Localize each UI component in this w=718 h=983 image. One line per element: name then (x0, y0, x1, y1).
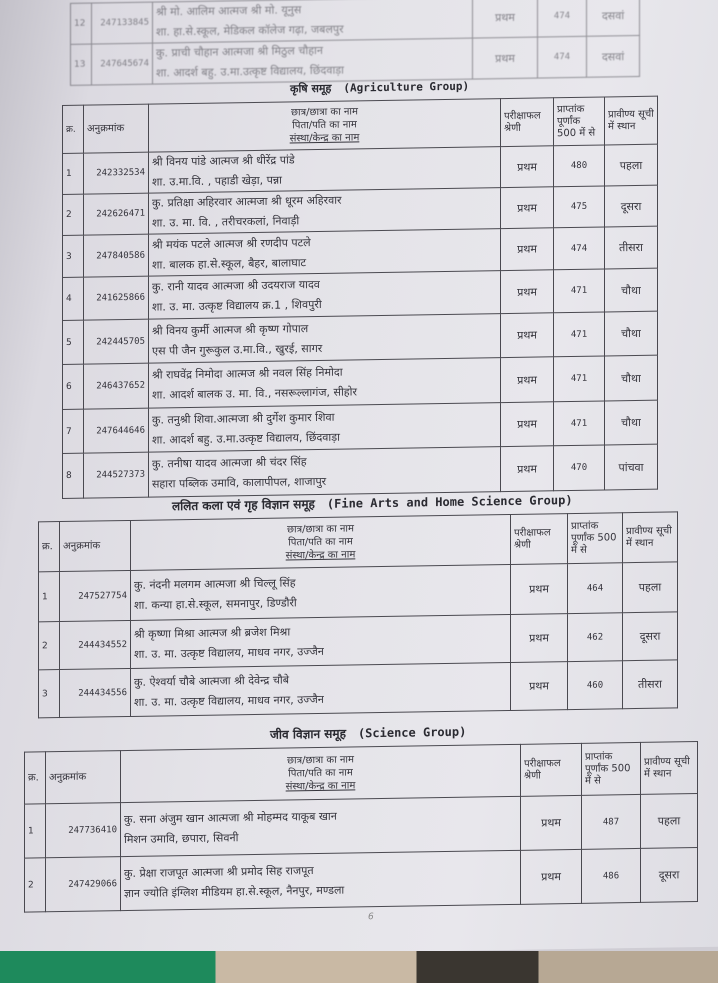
student-name: कु. ऐश्वर्या चौबे आत्मजा श्री देवेन्द्र चौबे (134, 672, 290, 689)
marks: 475 (554, 186, 605, 228)
marks: 471 (554, 356, 605, 402)
student-info (131, 662, 511, 716)
student-info (149, 147, 501, 194)
marks: 464 (568, 563, 623, 614)
school-name: मिशन उमावि, छपारा, सिवनी (124, 830, 239, 846)
student-info (149, 314, 501, 364)
marks: 474 (538, 0, 587, 37)
page-number: 6 (368, 912, 374, 923)
school-name: शा. आदर्श बालक उ. मा. वि., नसरूल्लागंज, सीहोर (152, 385, 357, 402)
division: प्रथम (501, 270, 554, 314)
header-name-line2: पिता/पति का नाम (288, 767, 353, 780)
division: प्रथम (473, 37, 538, 79)
serial-number: 4 (63, 277, 84, 320)
table-row (71, 35, 640, 85)
serial-number: 2 (25, 858, 46, 912)
student-name: श्री मो. आलिम आत्मज श्री मो. यूनुस (156, 3, 302, 19)
group-title-hindi: कृषि समूह (290, 81, 332, 96)
serial-number: 1 (63, 153, 84, 194)
student-name: कु. नंदनी मलगम आत्मजा श्री चिल्लू सिंह (134, 575, 296, 592)
header-serial: क्र. (63, 105, 84, 153)
school-name: ज्ञान ज्योति इंग्लिश मीडियम हा.से.स्कूल, नैनपुर, मण्डला (124, 883, 345, 900)
marks: 462 (568, 613, 623, 662)
student-name: कु. सना अंजुम खान आत्मजा श्री मोहम्मद याकूब खान (124, 809, 337, 826)
rank: दूसरा (623, 612, 678, 661)
roll-number: 247645674 (92, 43, 153, 85)
previous-table (70, 0, 640, 86)
roll-number: 242626471 (84, 193, 149, 235)
header-marks: प्राप्तांक पूर्णांक 500 में से (582, 742, 641, 795)
rank: चौथा (605, 400, 658, 445)
student-name: श्री मयंक पटले आत्मज श्री रणदीप पटले (152, 235, 311, 252)
rank: पांचवा (605, 444, 658, 490)
header-rank: प्रावीण्य सूची में स्थान (623, 512, 678, 563)
roll-number: 247644646 (84, 408, 149, 453)
student-name: कु. प्रतिक्षा अहिरवार आत्मजा श्री धूरम अहिरवार (152, 193, 342, 210)
student-name: कु. प्रेक्षा राजपूत आत्मजा श्री प्रमोद सिह राजपूत (124, 863, 314, 880)
rank: चौथा (605, 355, 658, 401)
header-name-line1: छात्र/छात्रा का नाम (287, 523, 354, 536)
serial-number: 1 (25, 804, 46, 858)
school-name: शा. उ. मा. उत्कृष्ट विद्यालय क्र.1 , शिवपुरी (152, 297, 322, 314)
division: प्रथम (501, 402, 554, 447)
group-title-agriculture (290, 79, 469, 97)
student-info (131, 564, 511, 620)
rank: तीसरा (623, 660, 678, 709)
group-title-hindi: ललित कला एवं गृह विज्ञान समूह (172, 497, 315, 514)
student-info (149, 229, 501, 277)
header-name-line3: संस्था/केन्द्र का नाम (285, 549, 356, 562)
rank: दूसरा (641, 848, 698, 903)
serial-number: 6 (63, 364, 84, 409)
division: प्रथम (501, 187, 554, 229)
student-info (149, 447, 501, 498)
division: प्रथम (521, 849, 582, 904)
division: प्रथम (473, 0, 538, 38)
division: प्रथम (501, 313, 554, 358)
roll-number: 247840586 (84, 234, 149, 277)
division: प्रथम (501, 146, 554, 188)
roll-number: 244434556 (60, 668, 131, 717)
school-name: शा. आदर्श बहु. उ.मा.उत्कृष्ट विद्यालय, छिंदवाड़ा (152, 430, 340, 447)
rank: चौथा (605, 311, 658, 356)
agriculture-table (62, 96, 658, 499)
school-name: शा. हा.से.स्कूल, मेडिकल कॉलेज गढ़ा, जबलपुर (156, 22, 344, 39)
marks: 474 (554, 227, 605, 270)
student-info (149, 271, 501, 320)
group-title-english: (Fine Arts and Home Science Group) (326, 493, 573, 511)
rank: पहला (605, 144, 658, 186)
marks: 470 (554, 445, 605, 491)
header-name (131, 514, 511, 570)
serial-number: 5 (63, 320, 84, 364)
header-marks: प्राप्तांक पूर्णांक 500 में से (568, 513, 623, 564)
serial-number: 2 (63, 194, 84, 235)
student-info (149, 358, 501, 409)
science-table (24, 741, 698, 913)
roll-number: 247527754 (60, 570, 131, 621)
division: प्रथम (501, 228, 554, 271)
rank: दसवां (587, 35, 640, 77)
group-title-science (270, 723, 466, 743)
group-title-english: (Agriculture Group) (343, 79, 470, 95)
marks: 471 (554, 269, 605, 313)
student-info (121, 850, 521, 910)
marks: 471 (554, 312, 605, 357)
serial-number: 7 (63, 409, 84, 453)
table-row (25, 848, 698, 913)
student-name: श्री विनय कुर्मी आत्मज श्री कृष्ण गोपाल (152, 321, 309, 338)
roll-number: 246437652 (84, 363, 149, 409)
desk-surface (0, 951, 718, 983)
header-name-line2: पिता/पति का नाम (288, 536, 353, 549)
rank: तीसरा (605, 226, 658, 269)
student-name: कु. तनीषा यादव आत्मजा श्री चंदर सिंह (152, 455, 307, 471)
division: प्रथम (511, 614, 568, 663)
student-name: श्री राघवेंद्र निमोदा आत्मज श्री नवल सिंह निमोदा (152, 365, 343, 382)
header-roll: अनुक्रमांक (46, 751, 121, 804)
student-info (121, 796, 521, 856)
header-rank: प्रावीण्य सूची में स्थान (605, 96, 658, 145)
serial-number: 3 (39, 670, 60, 718)
rank: पहला (623, 562, 678, 613)
serial-number: 8 (63, 453, 84, 498)
rank: दूसरा (605, 185, 658, 227)
school-name: शा. उ. मा. उत्कृष्ट विद्यालय, माधव नगर, उज्जैन (134, 644, 324, 661)
header-name-line3: संस्था/केन्द्र का नाम (289, 132, 360, 145)
marks: 471 (554, 401, 605, 446)
header-name-line2: पिता/पति का नाम (292, 119, 357, 132)
rank: दसवां (587, 0, 640, 36)
header-division: परीक्षाफल श्रेणी (511, 514, 568, 565)
group-title-hindi: जीव विज्ञान समूह (270, 726, 346, 742)
roll-number: 242332534 (84, 152, 149, 194)
rank: पहला (641, 794, 698, 849)
header-marks: प्राप्तांक पूर्णांक 500 में से (554, 97, 605, 146)
division: प्रथम (501, 446, 554, 492)
serial-number: 1 (39, 572, 60, 622)
student-name: कु. तनुश्री शिवा.आत्मजा श्री दुर्गेश कुमार शिवा (152, 410, 335, 427)
serial-number: 2 (39, 622, 60, 670)
student-name: श्री कृष्णा मिश्रा आत्मज श्री ब्रजेश मिश्रा (134, 624, 291, 641)
division: प्रथम (521, 795, 582, 850)
school-name: शा. उ. मा. वि. , तरीचरकलां, निवाड़ी (152, 214, 300, 230)
serial-number: 13 (71, 44, 92, 85)
division: प्रथम (501, 357, 554, 403)
roll-number: 244434552 (60, 620, 131, 669)
header-serial: क्र. (25, 752, 46, 804)
student-info (149, 188, 501, 235)
school-name: शा. उ.मा.वि. , पहाडी खेड़ा, पन्ना (152, 173, 282, 189)
school-name: सहारा पब्लिक उमावि, कालापीपल, शाजापुर (152, 474, 327, 491)
serial-number: 12 (71, 3, 92, 44)
division: प्रथम (511, 662, 568, 711)
school-name: शा. उ. मा. उत्कृष्ट विद्यालय, माधव नगर, उज्जैन (134, 692, 324, 709)
marks: 480 (554, 145, 605, 187)
header-name-line1: छात्र/छात्रा का नाम (291, 106, 358, 119)
table-row (39, 660, 678, 718)
header-serial: क्र. (39, 522, 60, 572)
student-info (131, 614, 511, 668)
rank: चौथा (605, 268, 658, 312)
student-info (153, 38, 473, 84)
header-name-line3: संस्था/केन्द्र का नाम (285, 780, 356, 793)
roll-number: 247133845 (92, 2, 153, 44)
header-division: परीक्षाफल श्रेणी (521, 743, 582, 796)
marks: 460 (568, 661, 623, 710)
marks: 487 (582, 794, 641, 849)
header-name-line1: छात्र/छात्रा का नाम (287, 754, 354, 767)
header-roll: अनुक्रमांक (60, 520, 131, 571)
division: प्रथम (511, 564, 568, 615)
header-name (149, 99, 501, 153)
school-name: शा. कन्या हा.से.स्कूल, समनापुर, डिण्डौरी (134, 595, 297, 612)
header-roll: अनुक्रमांक (84, 104, 149, 153)
fine-arts-table (38, 511, 678, 718)
school-name: शा. बालक हा.से.स्कूल, बैहर, बालाघाट (152, 255, 307, 272)
header-division: परीक्षाफल श्रेणी (501, 98, 554, 147)
roll-number: 247736410 (46, 803, 121, 858)
student-name: कु. प्राची चौहान आत्मजा श्री मिठुल चौहान (156, 43, 323, 60)
school-name: एस पी जैन गुरूकुल उ.मा.वि., खुरई, सागर (152, 341, 323, 358)
serial-number: 3 (63, 235, 84, 277)
header-name (121, 744, 521, 802)
student-info (149, 403, 501, 453)
marks: 474 (538, 36, 587, 78)
marks: 486 (582, 848, 641, 903)
student-name: श्री विनय पांडे आत्मज श्री धीरेंद्र पांडे (152, 153, 295, 169)
roll-number: 247429066 (46, 857, 121, 912)
header-rank: प्रावीण्य सूची में स्थान (641, 742, 698, 795)
roll-number: 244527373 (84, 452, 149, 498)
student-name: कु. रानी यादव आत्मजा श्री उदयराज यादव (152, 277, 320, 294)
school-name: शा. आदर्श बहु. उ.मा.उत्कृष्ट विद्यालय, छिंदवाड़ा (156, 63, 344, 80)
roll-number: 241625866 (84, 276, 149, 320)
roll-number: 242445705 (84, 319, 149, 364)
student-info (153, 0, 473, 43)
group-title-english: (Science Group) (357, 724, 467, 741)
